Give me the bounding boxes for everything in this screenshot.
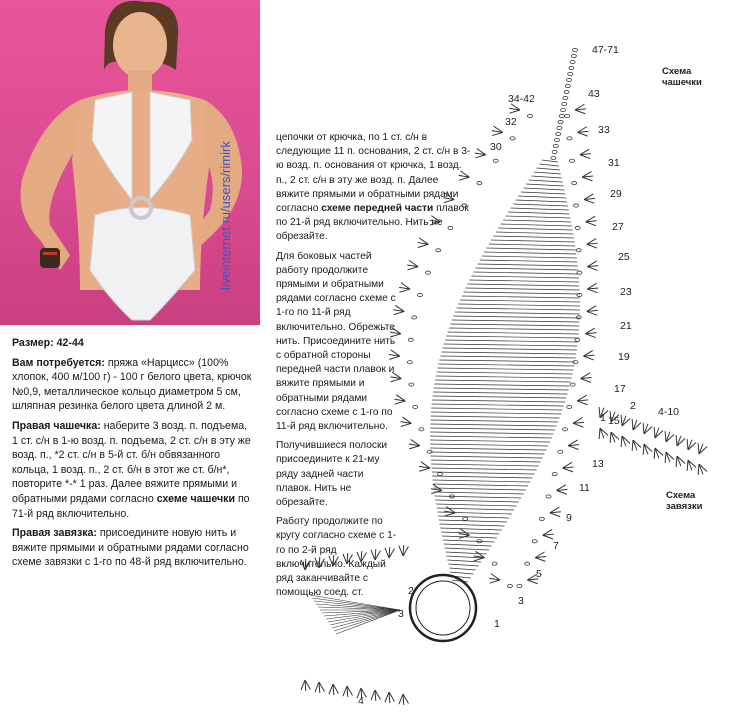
size-value: 42-44 (56, 337, 84, 349)
row-number: 25 (618, 251, 630, 263)
cup-label: Правая чашечка: (12, 419, 101, 432)
row-number: 9 (566, 512, 572, 524)
row-number: 34-42 (508, 93, 535, 105)
ring-inner-circle (416, 581, 470, 635)
watermark-text: liveinternet.ru/users/rimirk (218, 141, 233, 290)
mid-paragraph-4: Работу продолжите по кругу согласно схеме с 1-го по 2-й ряд включительно. Каждый ряд заканчивайте с помощью соед. ст. (276, 516, 397, 599)
row-number: 32 (505, 116, 517, 128)
row-number: 15 (608, 415, 620, 427)
size-label: Размер: (12, 337, 54, 349)
materials-label: Вам потребуется: (12, 356, 105, 369)
cup-text: наберите 3 возд. п. подъема, 1 ст. с/н в 1-ю возд. п. подъема, 2 ст. с/н в эту же возд. п., *2 ст. с/н в 5-й ст. б/н обвязанного кольца, 1 возд. п., 2 ст. б/н в этот же ст. б/н*, повторите *-* 1 раз. Далее вяжите прямыми и обратными рядами согласно (12, 419, 251, 505)
ring-number: 4 (358, 695, 364, 707)
mid-p1-bold: схеме передней части (321, 203, 434, 215)
row-number: 3 (518, 595, 524, 607)
row-number: 33 (598, 124, 610, 136)
instructions-left (12, 336, 252, 575)
row-number: 17 (614, 383, 626, 395)
row-number: 29 (610, 188, 622, 200)
watermark (202, 90, 233, 310)
row-number: 47-71 (592, 44, 619, 56)
mid-paragraph-2: Для боковых частей работу продолжите прямыми и обратными рядами согласно схеме с 1-го по 11-й ряд включительно. Обрежьте нить. Присоедините нить с обратной стороны передней части плавок и вяжите прямыми и обратными рядами согласно схеме с 1-го по 11-й ряд включительно. (276, 250, 396, 433)
row-number: 11 (579, 482, 590, 494)
mid-p1-start: цепочки от крючка, по 1 ст. с/н в следующие 11 п. основания, 2 ст. с/н в 3-ю возд. п. основания от крючка, 1 возд. п., 2 ст. с/н в эту же возд. п. Далее вяжите прямыми и обратными рядами согласно (276, 132, 471, 215)
tie-label: Правая завязка: (12, 527, 97, 540)
row-number: 27 (612, 221, 624, 233)
tie-number: 2 (630, 400, 636, 412)
mid-paragraph-3: Получившиеся полоски присоедините к 21-му ряду задней части плавок. Нить не обрезайте. (276, 440, 388, 509)
row-number: 5 (536, 568, 542, 580)
mid-p1-end: плавок по 21-й ряд включительно. Нить не обрезайте. (276, 203, 469, 243)
model-photo (0, 0, 260, 325)
ring-circle (410, 575, 476, 641)
size-paragraph (12, 336, 252, 351)
row-number: 43 (588, 88, 600, 100)
row-number: 7 (553, 540, 559, 552)
row-number: 31 (608, 157, 620, 169)
cup-paragraph (12, 419, 252, 521)
materials-text: пряжа «Нарцисс» (100% хлопок, 400 м/100 г) - 100 г белого цвета, крючок №0,9, металлическое кольцо диаметром 5 см, шляпная резинка белого цвета длиной 2 м. (12, 356, 252, 413)
row-number: 21 (620, 320, 632, 332)
ring-number: 3 (398, 608, 404, 620)
cup-tail: по 71-й ряд включительно. (12, 492, 250, 520)
ring-number: 2 (408, 585, 414, 597)
row-number: 19 (618, 351, 630, 363)
crochet-schema (290, 40, 730, 710)
row-number: 13 (592, 458, 604, 470)
tie-text: присоедините новую нить и вяжите прямыми и обратными рядами согласно схеме завязки с 1-го по 48-й ряд включительно. (12, 527, 249, 569)
row-number: 23 (620, 286, 632, 298)
materials-paragraph (12, 356, 252, 414)
tie-number: 4-10 (658, 406, 680, 418)
tie-schema-title: Схема завязки (666, 490, 703, 512)
row-number: 30 (490, 141, 502, 153)
tie-number: 1 (600, 412, 606, 424)
row-number: 1 (494, 618, 500, 630)
cup-schema-title: Схема чашечки (662, 66, 702, 88)
tie-paragraph (12, 526, 252, 570)
crochet-diagram (290, 40, 730, 710)
cup-scheme-ref: схеме чашечки (156, 492, 235, 505)
